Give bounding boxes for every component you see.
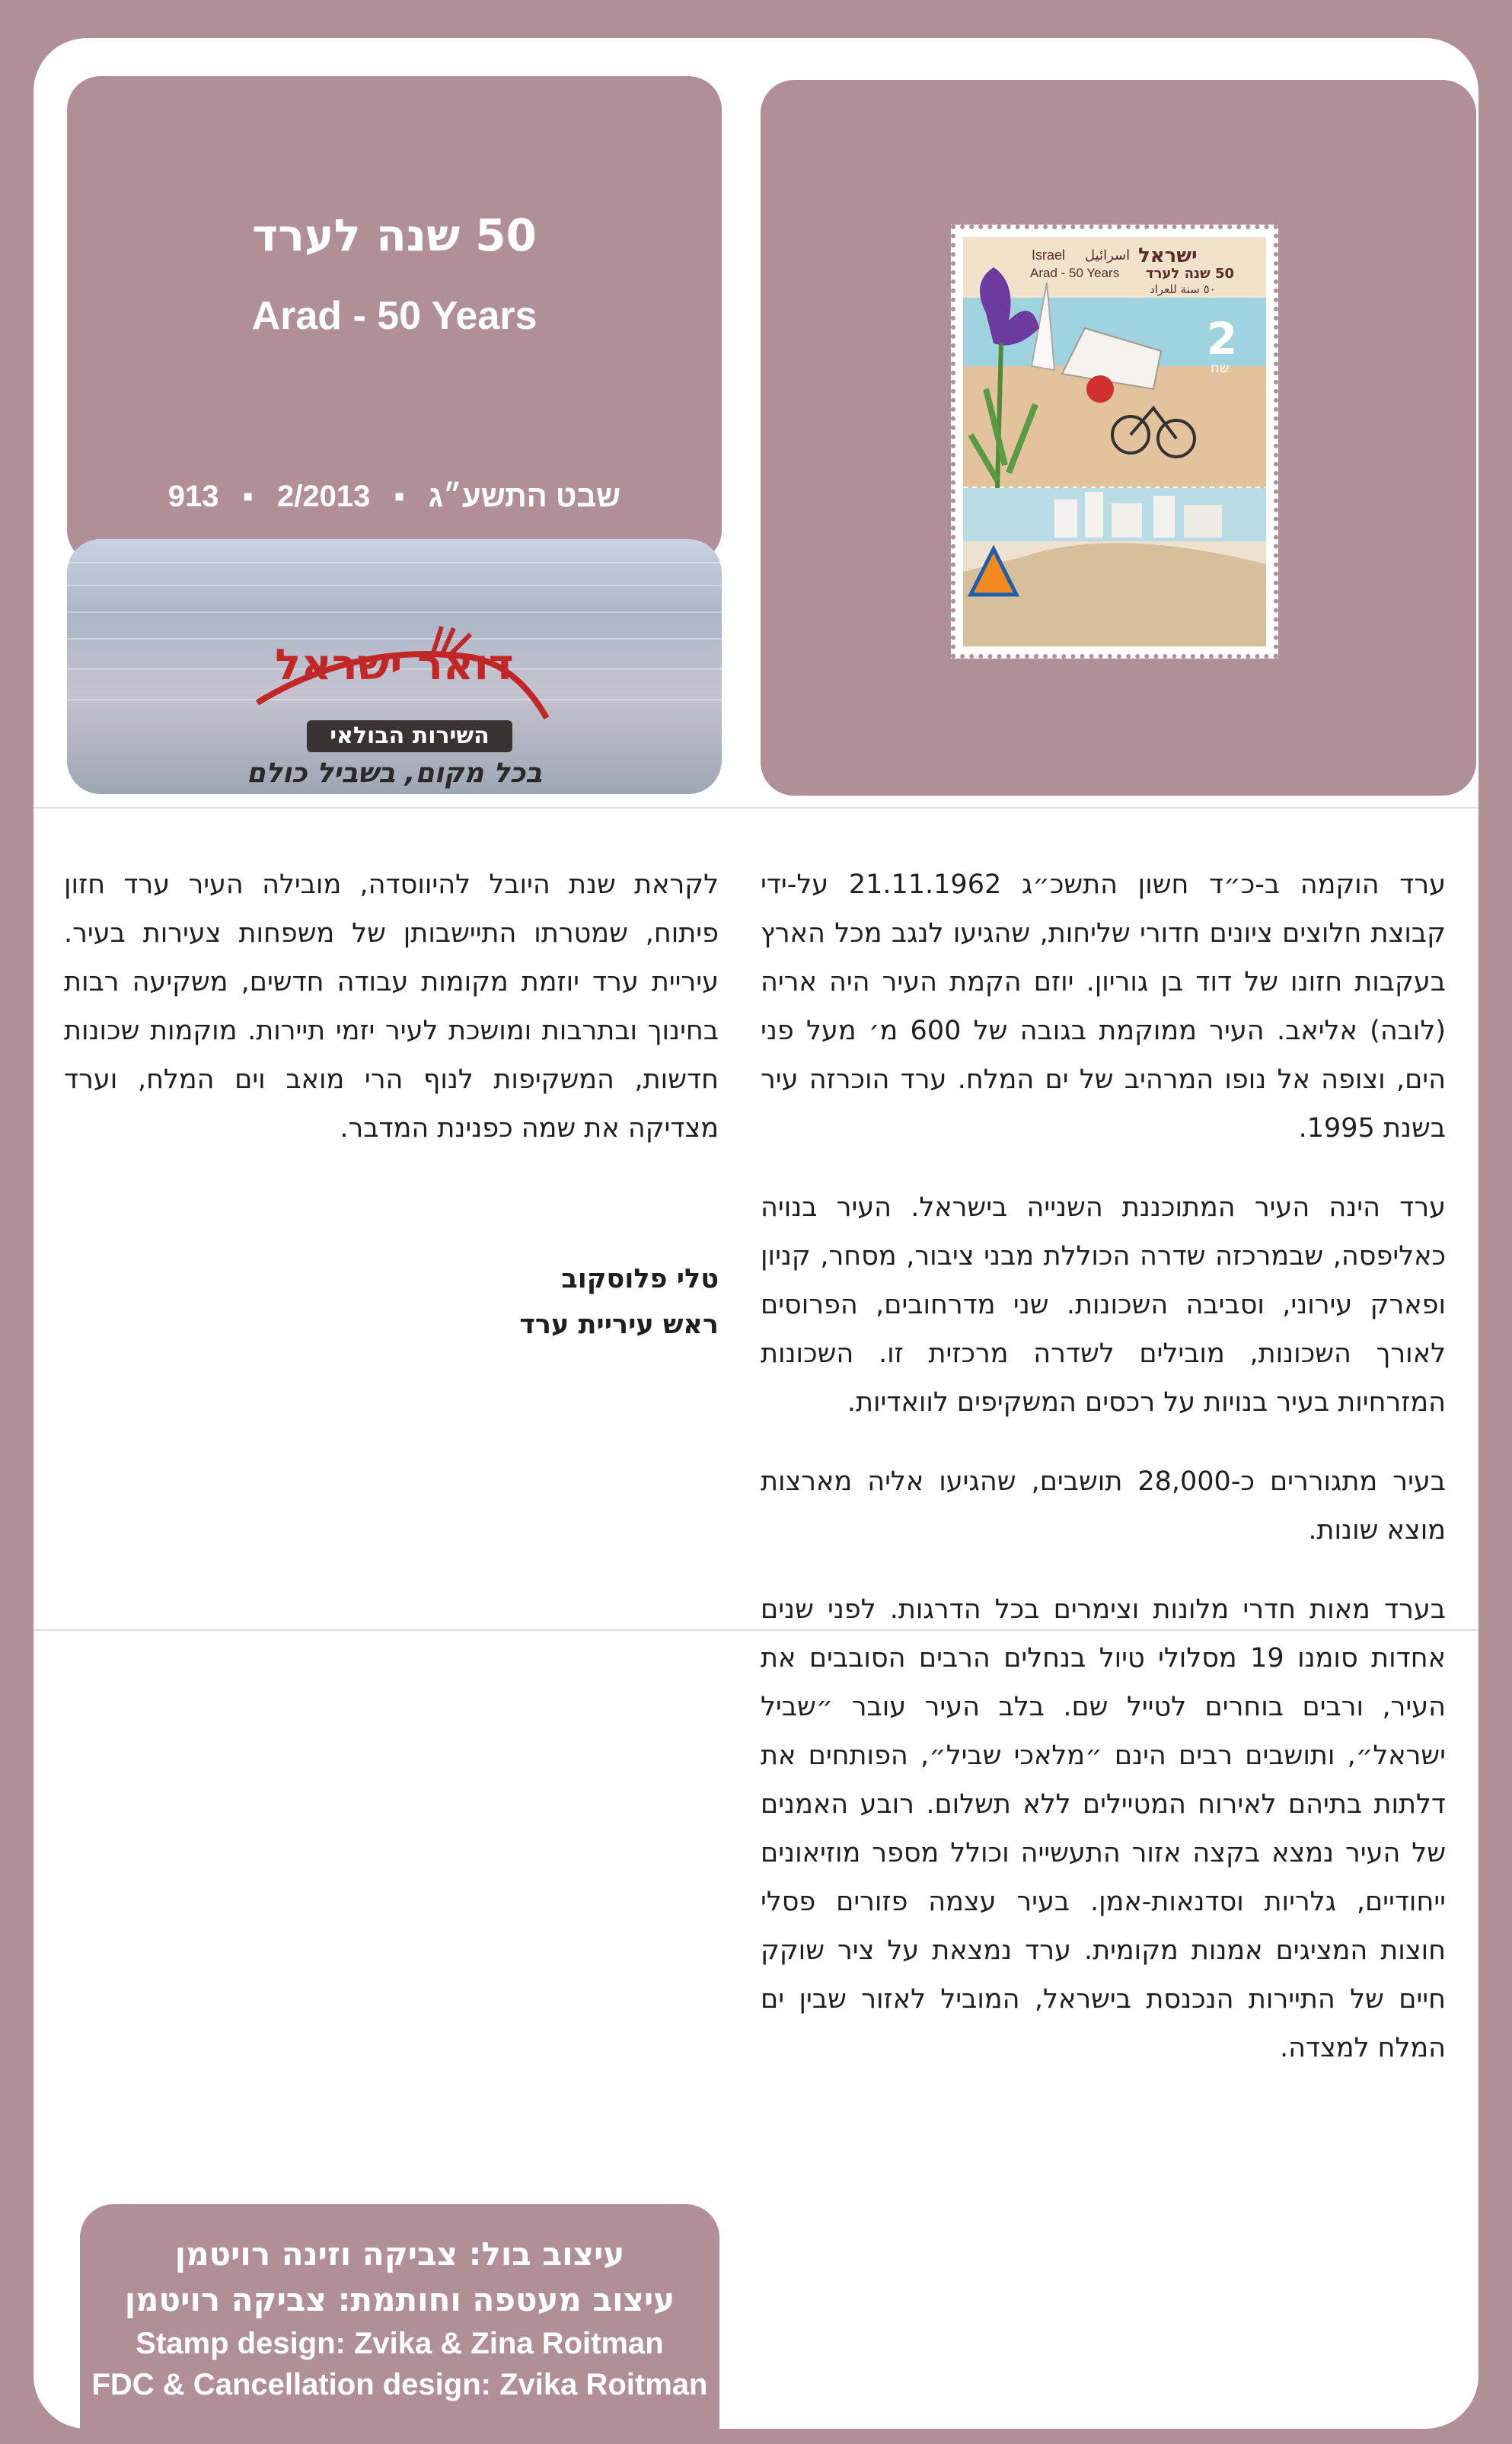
stamp-country-english: Israel — [1032, 247, 1066, 263]
title-hebrew: 50 שנה לערד — [252, 209, 537, 261]
stamp-country-arabic: اسرائيل — [1085, 247, 1131, 263]
stamp-image — [951, 225, 1278, 659]
stamp-design-credit-english: Stamp design: Zvika & Zina Roitman — [136, 2327, 664, 2360]
stamp-panel — [761, 80, 1476, 796]
article-paragraph: ערד הוקמה ב-כ״ד חשון התשכ״ג 21.11.1962 על-ידי קבוצת חלוצים ציונים חדורי שליחות, שהגיעו לנגב מכל הארץ בעקבות חזונו של דוד בן גוריון. יוזם הקמת העיר היה אריה (לובה) אליאב. העיר ממוקמת בגובה של 600 מ׳ מעל פני הים, וצופה אל נופו המרהיב של ים המלח. ערד הוכרזה עיר בשנת 1995. — [761, 869, 1446, 1144]
stamp-title-hebrew: 50 שנה לערד — [1146, 266, 1235, 282]
issue-date: 2/2013 — [276, 480, 371, 513]
article-paragraph: בעיר מתגוררים כ-28,000 תושבים, שהגיעו אליה מארצות מוצא שונות. — [761, 1466, 1446, 1546]
stamp-design-credit-hebrew: עיצוב בול: צביקה וזינה רויטמן — [174, 2235, 625, 2273]
design-credits-panel — [80, 2204, 719, 2444]
issue-number: 913 — [167, 480, 219, 513]
article-left-column — [64, 860, 719, 1183]
issue-date-hebrew: שבט התשע״ג — [428, 480, 621, 513]
signature-block — [64, 1256, 719, 1348]
signature-name: טלי פלוסקוב — [561, 1264, 719, 1294]
signature-title: ראש עיריית ערד — [519, 1310, 719, 1340]
title-english: Arad - 50 Years — [251, 294, 537, 338]
stamp-title-english: Arad - 50 Years — [1030, 266, 1120, 280]
article-right-column — [761, 860, 1446, 2103]
israel-post-logo-panel — [67, 539, 722, 794]
article-paragraph: ערד הינה העיר המתוכננת השנייה בישראל. העיר בנויה כאליפסה, שבמרכזה שדרה הכוללת מבני ציבור, מסחר, קניון ופארק עירוני, וסביבה השכונות. שני מדרחובים, הפרוסים לאורך השכונות, מובילים לשדרה מרכזית זו. השכונות המזרחיות בעיר בנויות על רכסים המשקיפים לוואדיות. — [761, 1192, 1446, 1418]
info-sheet — [33, 38, 1479, 2429]
issue-separator: ▪ — [394, 480, 405, 513]
stamp-illustration — [963, 237, 1266, 646]
stamp-title-arabic: ٥٠ سنة للعراد — [1150, 282, 1216, 296]
fold-line — [33, 807, 1479, 809]
issue-info — [67, 480, 722, 514]
title-panel — [67, 76, 722, 563]
logo-slogan: בכל מקום, בשביל כולם — [246, 758, 543, 789]
issue-separator: ▪ — [242, 480, 254, 513]
stamp-value: 2 — [1207, 313, 1238, 365]
israel-post-name: דואר ישראל — [275, 640, 514, 690]
philatelic-service-badge: השירות הבולאי — [307, 720, 512, 752]
fdc-design-credit-hebrew: עיצוב מעטפה וחותמת: צביקה רויטמן — [124, 2281, 675, 2318]
article-paragraph: לקראת שנת היובל להיווסדה, מובילה העיר ערד חזון פיתוח, שמטרתו התיישבותן של משפחות צעירות בעיר. עיריית ערד יוזמת מקומות עבודה חדשים, משקיעה רבות בחינוך ובתרבות ומושכת לעיר יזמי תיירות. מוקמות שכונות חדשות, המשקיפות לנוף הרי מואב וים המלח, וערד מצדיקה את שמה כפנינת המדבר. — [64, 869, 719, 1144]
fdc-design-credit-english: FDC & Cancellation design: Zvika Roitman — [91, 2368, 708, 2401]
stamp-country-hebrew: ישראל — [1138, 244, 1198, 267]
stamp-currency: שח — [1211, 360, 1230, 376]
article-paragraph: בערד מאות חדרי מלונות וצימרים בכל הדרגות. לפני שנים אחדות סומנו 19 מסלולי טיול בנחלים הרבים הסובבים את העיר, ורבים בוחרים לטייל שם. בלב העיר עובר ״שביל ישראל״, ותושבים רבים הינם ״מלאכי שביל״, הפותחים את דלתות בתיהם לאירוח המטיילים ללא תשלום. רובע האמנים של העיר נמצא בקצה אזור התעשייה וכולל מספר מוזיאונים ייחודיים, גלריות וסדנאות-אמן. בעיר עצמה פזורים פסלי חוצות המציגים אמנות מקומית. ערד נמצאת על ציר שוקק חיים של התיירות הנכנסת בישראל, המוביל לאזור שבין ים המלח למצדה. — [761, 1594, 1446, 2063]
